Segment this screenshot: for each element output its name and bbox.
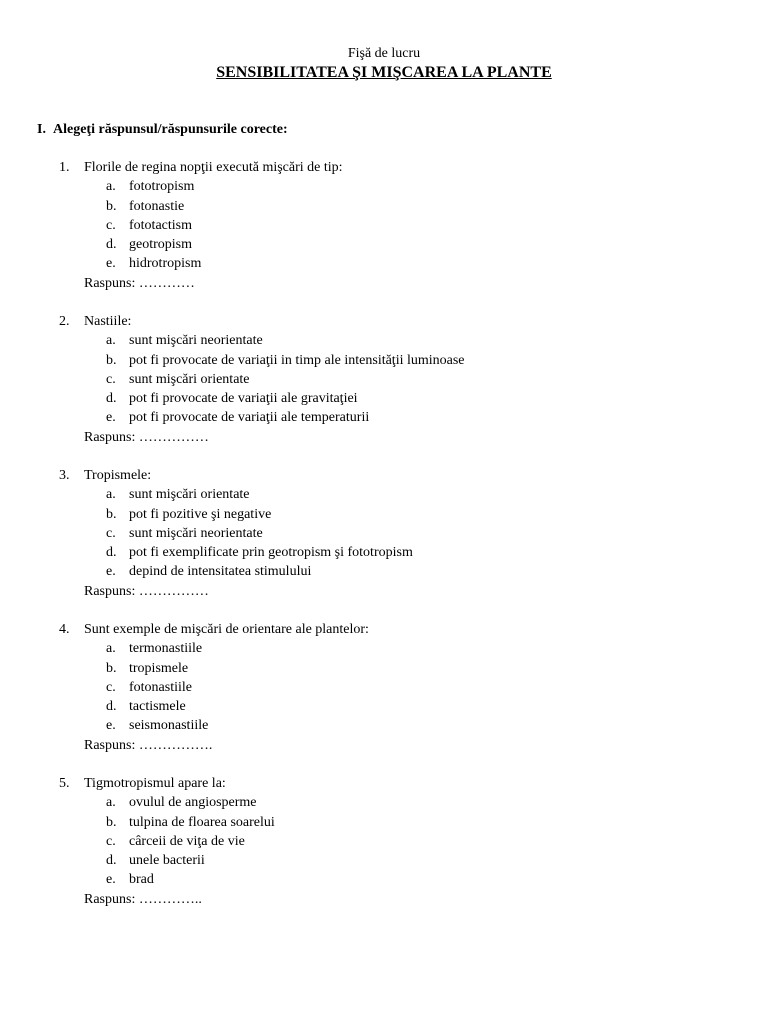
option-letter: a. bbox=[106, 333, 116, 349]
answer-line: Raspuns: …………… bbox=[84, 429, 209, 445]
option-item bbox=[0, 832, 768, 851]
option-item bbox=[0, 793, 768, 812]
section-number: I. bbox=[37, 122, 46, 137]
option-letter: e. bbox=[106, 872, 116, 888]
answer-line: Raspuns: ………….. bbox=[84, 891, 202, 907]
option-item bbox=[0, 197, 768, 216]
question-text-line bbox=[59, 312, 131, 331]
option-letter: c. bbox=[106, 371, 116, 387]
option-item bbox=[0, 505, 768, 524]
option-text: sunt mişcări neorientate bbox=[129, 333, 263, 349]
option-letter: b. bbox=[106, 660, 117, 676]
option-text: pot fi exemplificate prin geotropism şi fototropism bbox=[129, 545, 413, 561]
option-text: termonastiile bbox=[129, 641, 203, 657]
question-3 bbox=[0, 466, 768, 620]
option-letter: d. bbox=[106, 699, 117, 715]
question-text-line bbox=[59, 158, 343, 177]
option-item bbox=[0, 177, 768, 196]
option-text: ovulul de angiosperme bbox=[129, 795, 257, 811]
option-item bbox=[0, 870, 768, 889]
option-text: cârceii de viţa de vie bbox=[129, 833, 245, 849]
option-letter: c. bbox=[106, 679, 116, 695]
option-letter: c. bbox=[106, 833, 116, 849]
question-5 bbox=[0, 774, 768, 928]
option-letter: c. bbox=[106, 217, 116, 233]
option-text: pot fi provocate de variaţii in timp ale intensităţii luminoase bbox=[129, 352, 465, 368]
option-letter: e. bbox=[106, 410, 116, 426]
option-text: fotonastiile bbox=[129, 679, 192, 695]
question-4 bbox=[0, 620, 768, 774]
option-item bbox=[0, 697, 768, 716]
option-letter: e. bbox=[106, 564, 116, 580]
section-heading-text: Alegeţi răspunsul/răspunsurile corecte: bbox=[53, 122, 288, 137]
option-item bbox=[0, 216, 768, 235]
option-item bbox=[0, 524, 768, 543]
option-item bbox=[0, 408, 768, 427]
option-letter: c. bbox=[106, 525, 116, 541]
option-list bbox=[0, 177, 768, 273]
option-letter: d. bbox=[106, 391, 117, 407]
option-text: fototactism bbox=[129, 217, 192, 233]
option-letter: a. bbox=[106, 179, 116, 195]
option-text: depind de intensitatea stimulului bbox=[129, 564, 312, 580]
option-list bbox=[0, 331, 768, 427]
option-item bbox=[0, 851, 768, 870]
worksheet-subtitle: Fişă de lucru bbox=[347, 46, 421, 61]
option-letter: b. bbox=[106, 198, 117, 214]
question-number: 1. bbox=[59, 160, 70, 175]
option-item bbox=[0, 716, 768, 735]
option-letter: b. bbox=[106, 814, 117, 830]
question-number: 3. bbox=[59, 468, 70, 483]
question-text-line bbox=[59, 466, 151, 485]
option-item bbox=[0, 485, 768, 504]
option-letter: d. bbox=[106, 237, 117, 253]
option-item bbox=[0, 351, 768, 370]
option-text: pot fi provocate de variaţii ale temperaturii bbox=[129, 410, 370, 426]
question-text: Florile de regina nopţii execută mişcări de tip: bbox=[84, 160, 343, 175]
option-text: pot fi provocate de variaţii ale gravitaţiei bbox=[129, 391, 358, 407]
option-item bbox=[0, 813, 768, 832]
option-text: hidrotropism bbox=[129, 256, 202, 272]
answer-line: Raspuns: …………… bbox=[84, 583, 209, 599]
question-text: Sunt exemple de mişcări de orientare ale plantelor: bbox=[84, 622, 369, 637]
option-list bbox=[0, 793, 768, 889]
option-text: fototropism bbox=[129, 179, 195, 195]
question-text: Nastiile: bbox=[84, 314, 132, 329]
option-item bbox=[0, 562, 768, 581]
option-letter: b. bbox=[106, 506, 117, 522]
option-item bbox=[0, 254, 768, 273]
option-text: unele bacterii bbox=[129, 853, 205, 869]
question-2 bbox=[0, 312, 768, 466]
option-letter: a. bbox=[106, 641, 116, 657]
option-letter: e. bbox=[106, 718, 116, 734]
option-text: fotonastie bbox=[129, 198, 185, 214]
option-letter: d. bbox=[106, 545, 117, 561]
question-text: Tropismele: bbox=[84, 468, 152, 483]
option-text: tulpina de floarea soarelui bbox=[129, 814, 275, 830]
question-number: 2. bbox=[59, 314, 70, 329]
option-item bbox=[0, 331, 768, 350]
answer-line: Raspuns: ……………. bbox=[84, 737, 213, 753]
option-text: geotropism bbox=[129, 237, 192, 253]
option-text: tropismele bbox=[129, 660, 189, 676]
option-letter: e. bbox=[106, 256, 116, 272]
section-heading bbox=[37, 121, 288, 139]
option-text: brad bbox=[129, 872, 154, 888]
option-text: seismonastiile bbox=[129, 718, 209, 734]
question-1 bbox=[0, 158, 768, 312]
option-letter: b. bbox=[106, 352, 117, 368]
option-item bbox=[0, 678, 768, 697]
answer-line: Raspuns: ………… bbox=[84, 275, 195, 291]
question-number: 4. bbox=[59, 622, 70, 637]
question-text: Tigmotropismul apare la: bbox=[84, 776, 226, 791]
option-item bbox=[0, 543, 768, 562]
option-item bbox=[0, 659, 768, 678]
option-letter: d. bbox=[106, 853, 117, 869]
option-text: sunt mişcări orientate bbox=[129, 487, 250, 503]
option-letter: a. bbox=[106, 487, 116, 503]
option-item bbox=[0, 639, 768, 658]
question-number: 5. bbox=[59, 776, 70, 791]
question-text-line bbox=[59, 774, 226, 793]
option-item bbox=[0, 389, 768, 408]
option-item bbox=[0, 235, 768, 254]
option-text: pot fi pozitive şi negative bbox=[129, 506, 272, 522]
option-text: sunt mişcări orientate bbox=[129, 371, 250, 387]
option-text: sunt mişcări neorientate bbox=[129, 525, 263, 541]
option-letter: a. bbox=[106, 795, 116, 811]
option-text: tactismele bbox=[129, 699, 186, 715]
question-list bbox=[0, 158, 768, 928]
option-list bbox=[0, 639, 768, 735]
worksheet-title: SENSIBILITATEA ŞI MIŞCAREA LA PLANTE bbox=[216, 64, 552, 81]
option-list bbox=[0, 485, 768, 581]
option-item bbox=[0, 370, 768, 389]
question-text-line bbox=[59, 620, 369, 639]
